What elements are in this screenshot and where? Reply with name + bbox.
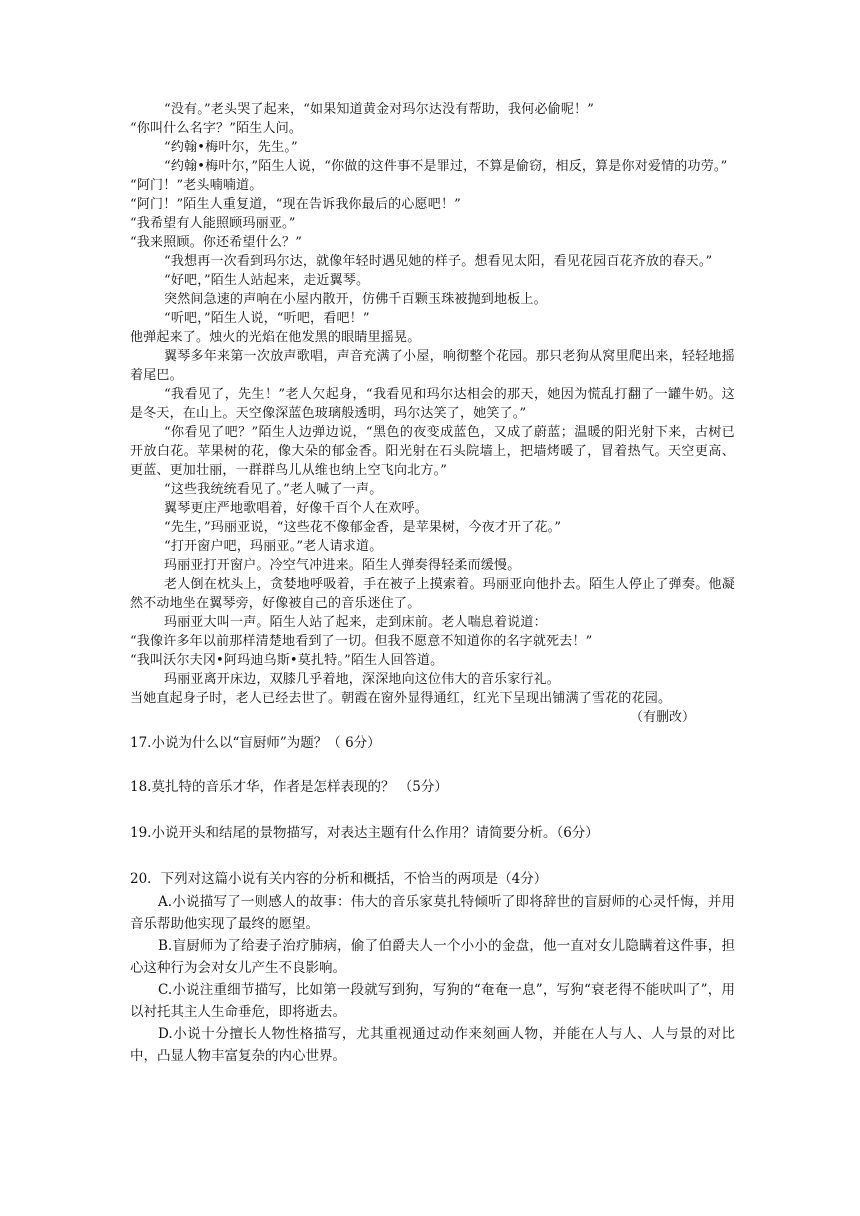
question-20-option-a: A.小说描写了一则感人的故事：伟大的音乐家莫扎特倾听了即将辞世的盲厨师的心灵忏悔，并用音乐帮助他实现了最终的愿望。: [130, 894, 735, 932]
story-paragraph: 翼琴更庄严地歌唱着，好像千百个人在欢呼。: [164, 501, 429, 516]
story-paragraph: “好吧，”陌生人站起来，走近翼琴。: [164, 273, 370, 288]
question-18: 18.莫扎特的音乐才华，作者是怎样表现的？ （5分）: [130, 779, 448, 795]
story-paragraph: “约翰•梅叶尔，先生。”: [164, 140, 298, 155]
question-20: 20．下列对这篇小说有关内容的分析和概括，不恰当的两项是（4分）: [130, 871, 548, 887]
story-paragraph: “我想再一次看到玛尔达，就像年轻时遇见她的样子。想看见太阳，看见花园百花齐放的春天。”: [164, 254, 713, 269]
story-paragraph: “你叫什么名字？”陌生人问。: [130, 121, 303, 136]
story-paragraph: “阿门！”老头喃喃道。: [130, 178, 263, 193]
story-paragraph: “没有。”老头哭了起来，“如果知道黄金对玛尔达没有帮助，我何必偷呢！”: [164, 102, 595, 117]
story-paragraph: 玛丽亚离开床边，双膝几乎着地，深深地向这位伟大的音乐家行礼。: [164, 672, 561, 687]
story-paragraph: 他弹起来了。烛火的光焰在他发黑的眼睛里摇晃。: [130, 330, 421, 345]
question-19: 19.小说开头和结尾的景物描写，对表达主题有什么作用？请简要分析。（6分）: [130, 825, 599, 841]
story-paragraph: 玛丽亚打开窗户。冷空气冲进来。陌生人弹奏得轻柔而缓慢。: [164, 558, 521, 573]
story-paragraph: 突然间急速的声响在小屋内散开，仿佛千百颗玉珠被抛到地板上。: [164, 292, 547, 307]
story-paragraph: “约翰•梅叶尔，”陌生人说，“你做的这件事不是罪过，不算是偷窃，相反，算是你对爱情的功劳。”: [164, 159, 728, 174]
story-paragraph: 老人倒在枕头上，贪婪地呼吸着，手在被子上摸索着。玛丽亚向他扑去。陌生人停止了弹奏。他凝然不动地坐在翼琴旁，好像被自己的音乐迷住了。: [130, 577, 735, 611]
story-paragraph: “打开窗户吧，玛丽亚。”老人请求道。: [164, 539, 383, 554]
question-17: 17.小说为什么以“盲厨师”为题？（ 6分）: [130, 735, 381, 751]
story-paragraph: 翼琴多年来第一次放声歌唱，声音充满了小屋，响彻整个花园。那只老狗从窝里爬出来，轻轻地摇着尾巴。: [130, 349, 735, 383]
story-paragraph: “我像许多年以前那样清楚地看到了一切。但我不愿意不知道你的名字就死去！”: [130, 634, 593, 649]
source-note: （有删改）: [629, 710, 695, 725]
story-paragraph: “我看见了，先生！”老人欠起身，“我看见和玛尔达相会的那天，她因为慌乱打翻了一罐牛奶。这是冬天，在山上。天空像深蓝色玻璃般透明，玛尔达笑了，她笑了。”: [130, 387, 735, 421]
question-20-option-d: D.小说十分擅长人物性格描写，尤其重视通过动作来刻画人物，并能在人与人、人与景的对比中，凸显人物丰富复杂的内心世界。: [130, 1026, 735, 1064]
story-paragraph: 当她直起身子时，老人已经去世了。朝霞在窗外显得通红，红光下呈现出铺满了雪花的花园。: [130, 691, 672, 706]
story-excerpt: [130, 100, 735, 708]
story-paragraph: “阿门！”陌生人重复道，“现在告诉我你最后的心愿吧！”: [130, 197, 461, 212]
story-paragraph: “我叫沃尔夫冈•阿玛迪乌斯•莫扎特。”陌生人回答道。: [130, 653, 444, 668]
question-20-option-b: B.盲厨师为了给妻子治疗肺病，偷了伯爵夫人一个小小的金盘，他一直对女儿隐瞒着这件事，担心这种行为会对女儿产生不良影响。: [130, 938, 735, 976]
question-20-option-c: C.小说注重细节描写，比如第一段就写到狗，写狗的“奄奄一息”，写狗“衰老得不能吠叫了”，用以衬托其主人生命垂危，即将逝去。: [130, 982, 735, 1020]
story-paragraph: “这些我统统看见了。”老人喊了一声。: [164, 482, 383, 497]
story-paragraph: 玛丽亚大叫一声。陌生人站了起来，走到床前。老人喘息着说道：: [164, 615, 547, 630]
story-paragraph: “我希望有人能照顾玛丽亚。”: [130, 216, 296, 231]
story-paragraph: “先生，”玛丽亚说，“这些花不像郁金香，是苹果树，今夜才开了花。”: [164, 520, 562, 535]
document-page: [130, 100, 735, 1067]
story-paragraph: “我来照顾。你还希望什么？”: [130, 235, 303, 250]
story-paragraph: “你看见了吧？”陌生人边弹边说，“黑色的夜变成蓝色，又成了蔚蓝；温暖的阳光射下来，古树已开放白花。苹果树的花，像大朵的郁金香。阳光射在石头院墙上，把墙烤暖了，冒着热气。天空更高、更蓝、更加壮丽，一群群鸟儿从维也纳上空飞向北方。”: [130, 425, 735, 478]
story-paragraph: “听吧，”陌生人说，“听吧，看吧！”: [164, 311, 370, 326]
